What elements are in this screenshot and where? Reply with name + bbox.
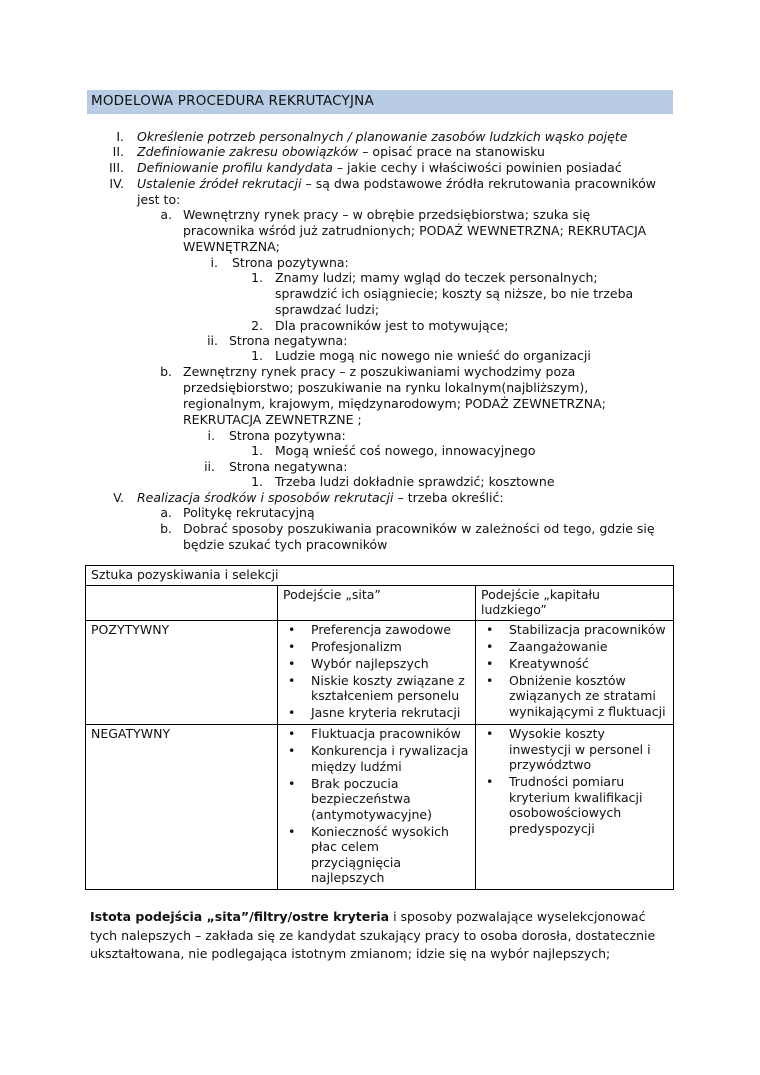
outline-italic: Zdefiniowanie zakresu obowiązków <box>137 144 359 159</box>
bullet-icon: • <box>288 775 296 791</box>
bullet-icon: • <box>288 638 296 654</box>
row-header: POZYTYWNY <box>86 620 278 725</box>
list-item-text: Niskie koszty związane z kształceniem personelu <box>311 672 465 703</box>
outline-text: przedsiębiorstwo; poszukiwanie na rynku lokalnym(najbliższym), <box>183 380 589 395</box>
list-item-text: Wysokie koszty inwestycji w personel i przywództwo <box>509 726 651 772</box>
outline-item <box>137 490 504 506</box>
bullet-icon: • <box>288 655 296 671</box>
outline-num: ii. <box>207 333 218 348</box>
outline-text: sprawdzać ludzi; <box>275 302 380 317</box>
list-item-text: Kreatywność <box>509 655 589 671</box>
bullet-icon: • <box>288 823 296 839</box>
list-item <box>481 622 669 638</box>
bullet-list <box>283 726 471 886</box>
outline-text: jest to: <box>137 192 181 207</box>
list-item <box>481 673 669 720</box>
outline-text: Dobrać sposoby poszukiwania pracowników w zależności od tego, gdzie się <box>183 521 655 536</box>
table-row <box>86 620 674 725</box>
list-item-text: Stabilizacja pracowników <box>509 621 666 637</box>
table-row <box>86 725 674 890</box>
outline-num: 1. <box>251 474 263 489</box>
list-item-text: Konieczność wysokich płac celem przyciągnięcia najlepszych <box>311 823 449 885</box>
list-item-text: Jasne kryteria rekrutacji <box>311 705 461 720</box>
list-item-text: Konkurencja i rywalizacja między ludźmi <box>311 743 469 774</box>
bullet-icon: • <box>288 705 296 720</box>
outline-text: – opisać prace na stanowisku <box>358 144 545 159</box>
list-item <box>283 639 471 655</box>
outline-num: III. <box>108 160 124 175</box>
outline-text: – trzeba określić: <box>393 490 504 505</box>
table-cell <box>476 725 674 890</box>
outline-italic: Realizacja środków i sposobów rekrutacji <box>137 490 394 505</box>
outline-num: i. <box>207 428 215 443</box>
outline-item <box>137 129 627 145</box>
bullet-list <box>283 622 471 721</box>
outline-text: będzie szukać tych pracowników <box>183 537 388 552</box>
bullet-list <box>481 622 669 720</box>
table-row <box>86 566 674 586</box>
table-cell <box>278 620 476 725</box>
outline-num: II. <box>112 144 124 159</box>
outline-italic: Określenie potrzeb personalnych / planowanie zasobów ludzkich wąsko pojęte <box>137 129 628 144</box>
list-item <box>283 726 471 742</box>
row-header: NEGATYWNY <box>86 725 278 890</box>
outline-text: Trzeba ludzi dokładnie sprawdzić; kosztowne <box>275 474 555 489</box>
list-item <box>283 824 471 886</box>
outline-num: IV. <box>109 176 124 191</box>
list-item <box>283 705 471 721</box>
table-row <box>86 585 674 620</box>
outline-text: Zewnętrzny rynek pracy – z poszukiwaniami wychodzimy poza <box>183 364 576 379</box>
bullet-icon: • <box>288 743 296 758</box>
bullet-icon: • <box>486 638 494 654</box>
bullet-icon: • <box>486 672 494 688</box>
outline-num: ii. <box>204 459 215 474</box>
outline-text: Strona pozytywna: <box>232 255 349 270</box>
list-item <box>283 743 471 774</box>
list-item-text: Zaangażowanie <box>509 638 608 654</box>
outline-text: Politykę rekrutacyjną <box>183 505 315 520</box>
outline-text: WEWNĘTRZNA; <box>183 239 280 254</box>
list-item <box>283 656 471 672</box>
list-item <box>481 656 669 672</box>
bullet-icon: • <box>288 672 296 688</box>
table-cell <box>476 620 674 725</box>
heading-banner <box>87 90 673 114</box>
outline-text: pracownika wśród już zatrudnionych; PODAŻ WEWNETRZNA; REKRUTACJA <box>183 223 647 238</box>
outline-text: Znamy ludzi; mamy wgląd do teczek personalnych; <box>275 270 598 285</box>
list-item-text: Brak poczucia bezpieczeństwa (antymotywacyjne) <box>311 775 432 822</box>
outline-text: Strona pozytywna: <box>229 428 346 443</box>
outline-item <box>137 144 545 160</box>
outline-text: Ludzie mogą nic nowego nie wnieść do organizacji <box>275 348 591 363</box>
outline-item <box>137 176 656 192</box>
list-item <box>283 776 471 823</box>
outline-num: 1. <box>251 270 263 285</box>
outline-text: Strona negatywna: <box>229 459 348 474</box>
bullet-icon: • <box>288 726 296 741</box>
outline-text: Wewnętrzny rynek pracy – w obrębie przedsiębiorstwa; szuka się <box>183 207 591 222</box>
list-item-text: Trudności pomiaru kryterium kwalifikacji osobowościowych predyspozycji <box>509 774 643 836</box>
bullet-icon: • <box>486 621 494 637</box>
list-item <box>481 639 669 655</box>
table-caption: Sztuka pozyskiwania i selekcji <box>86 566 674 586</box>
list-item <box>481 774 669 836</box>
list-item-text: Wybór najlepszych <box>311 655 429 671</box>
outline-num: 1. <box>251 348 263 363</box>
summary-paragraph <box>90 908 675 964</box>
outline-num: i. <box>210 255 218 270</box>
outline-num: b. <box>160 364 172 379</box>
bullet-list <box>481 726 669 836</box>
summary-bold: Istota podejścia „sita”/filtry/ostre kryteria <box>90 909 390 924</box>
list-item-text: Obniżenie kosztów związanych ze stratami wynikającymi z fluktuacji <box>509 672 666 719</box>
bullet-icon: • <box>486 726 494 741</box>
column-header: Podejście „sita” <box>278 585 476 620</box>
summary-text: i sposoby pozwalające wyselekcjonować tych nalepszych – zakłada się ze kandydat szukający pracy to osoba dorosła, dostatecznie ukształtowana, nie podlegająca istotnym zmianom; idzie się na wybór najlepszych; <box>90 909 656 961</box>
outline-num: 2. <box>251 318 263 333</box>
list-item-text: Profesjonalizm <box>311 638 402 654</box>
outline-italic: Definiowanie profilu kandydata <box>137 160 333 175</box>
list-item <box>283 673 471 704</box>
list-item <box>481 726 669 773</box>
bullet-icon: • <box>486 655 494 671</box>
column-header: Podejście „kapitału ludzkiego” <box>476 585 674 620</box>
bullet-icon: • <box>486 774 494 789</box>
outline-text: sprawdzić ich osiągniecie; koszty są niższe, bo nie trzeba <box>275 286 634 301</box>
outline-text: regionalnym, krajowym, międzynarodowym; PODAŻ ZEWNETRZNA; <box>183 396 606 411</box>
outline-num: a. <box>160 207 172 222</box>
outline-text: Dla pracowników jest to motywujące; <box>275 318 509 333</box>
list-item <box>283 622 471 638</box>
outline-num: 1. <box>251 443 263 458</box>
list-item-text: Preferencja zawodowe <box>311 621 452 637</box>
bullet-icon: • <box>288 621 296 637</box>
outline-num: a. <box>160 505 172 520</box>
outline-num: b. <box>160 521 172 536</box>
page-title: MODELOWA PROCEDURA REKRUTACYJNA <box>91 93 374 109</box>
outline-num: V. <box>113 490 124 505</box>
outline-text: – są dwa podstawowe źródła rekrutowania pracowników <box>301 176 657 191</box>
outline-item <box>137 160 622 176</box>
outline-text: – jakie cechy i właściwości powinien posiadać <box>332 160 622 175</box>
outline-text: Strona negatywna: <box>229 333 348 348</box>
outline-text: REKRUTACJA ZEWNETRZNE ; <box>183 412 362 427</box>
table-cell <box>86 585 278 620</box>
comparison-table <box>85 565 674 890</box>
list-item-text: Fluktuacja pracowników <box>311 726 461 741</box>
outline-text: Mogą wnieść coś nowego, innowacyjnego <box>275 443 536 458</box>
outline-italic: Ustalenie źródeł rekrutacji <box>137 176 302 191</box>
table-cell <box>278 725 476 890</box>
outline-num: I. <box>116 129 124 144</box>
